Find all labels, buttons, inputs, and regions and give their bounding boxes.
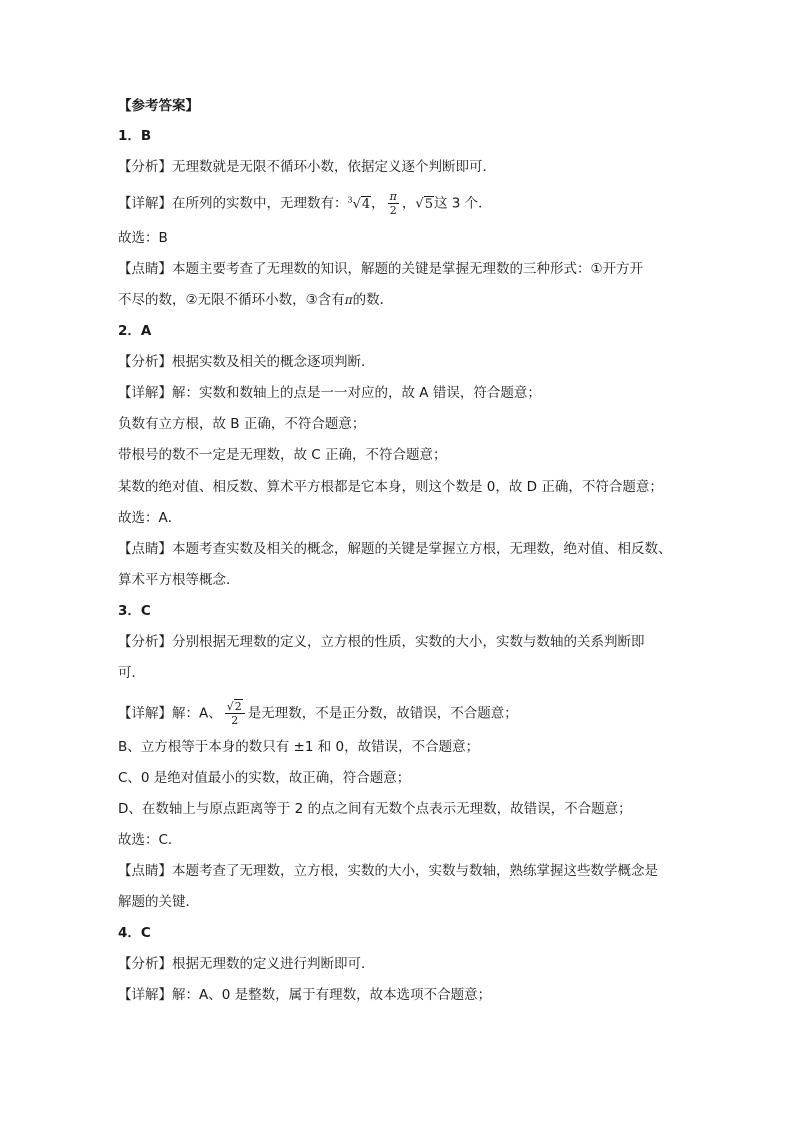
q3-detail: 【详解】解：A、 $\frac{√2}{2}$ 是无理数，不是正分数，故错误，不合题意； bbox=[118, 700, 518, 727]
q3-analysis-line2: 可． bbox=[118, 665, 145, 681]
q1-comment-line2: 不尽的数，②无限不循环小数，③含有π的数． bbox=[118, 292, 394, 308]
q1-comment-line1: 【点睛】本题主要考查了无理数的知识，解题的关键是掌握无理数的三种形式：①开方开 bbox=[118, 261, 644, 277]
sqrt-5: √5 bbox=[415, 196, 433, 212]
q1-choose: 故选：B bbox=[118, 230, 168, 246]
cube-root-4: $^3$√4 bbox=[347, 195, 371, 212]
q3-comment-line1: 【点睛】本题考查了无理数，立方根，实数的大小，实数与数轴，熟练掌握这些数学概念是 bbox=[118, 863, 658, 879]
q4-answer: 4．C bbox=[118, 925, 151, 941]
q3-choose: 故选：C． bbox=[118, 832, 182, 848]
q2-analysis: 【分析】根据实数及相关的概念逐项判断． bbox=[118, 354, 375, 370]
q3-option-c: C、0 是绝对值最小的实数，故正确，符合题意； bbox=[118, 770, 411, 786]
q1-detail-post: 这 3 个． bbox=[433, 195, 492, 212]
q3-answer: 3．C bbox=[118, 603, 151, 619]
q2-comment-line1: 【点睛】本题考查实数及相关的概念，解题的关键是掌握立方根，无理数，绝对值、相反数、 bbox=[118, 541, 672, 557]
q4-analysis: 【分析】根据无理数的定义进行判断即可． bbox=[118, 956, 375, 972]
q1-detail: 【详解】在所列的实数中，无理数有：$^3$√4， $\frac{\pi}{2}$ ，√5这 3 个． bbox=[118, 190, 492, 217]
q2-detail-line2: 负数有立方根，故 B 正确，不符合题意； bbox=[118, 416, 366, 432]
q3-analysis-line1: 【分析】分别根据无理数的定义，立方根的性质，实数的大小，实数与数轴的关系判断即 bbox=[118, 634, 645, 650]
pi-over-2-fraction: $\frac{\pi}{2}$ bbox=[389, 190, 397, 217]
sqrt2-over-2-fraction: $\frac{√2}{2}$ bbox=[225, 700, 245, 727]
q2-choose: 故选：A． bbox=[118, 510, 182, 526]
q1-answer: 1．B bbox=[118, 128, 152, 144]
q4-detail: 【详解】解：A、0 是整数，属于有理数，故本选项不合题意； bbox=[118, 987, 492, 1003]
q2-detail-line4: 某数的绝对值、相反数、算术平方根都是它本身，则这个数是 0，故 D 正确，不符合题意； bbox=[118, 479, 663, 495]
q3-option-d: D、在数轴上与原点距离等于 2 的点之间有无数个点表示无理数，故错误，不合题意； bbox=[118, 801, 632, 817]
q1-detail-pre: 【详解】在所列的实数中，无理数有： bbox=[118, 195, 348, 212]
q3-option-b: B、立方根等于本身的数只有 ±1 和 0，故错误，不合题意； bbox=[118, 739, 480, 755]
q3-comment-line2: 解题的关键． bbox=[118, 894, 199, 910]
answer-heading: 【参考答案】 bbox=[118, 98, 199, 114]
q1-analysis: 【分析】无理数就是无限不循环小数，依据定义逐个判断即可． bbox=[118, 159, 496, 175]
q2-comment-line2: 算术平方根等概念． bbox=[118, 572, 240, 588]
q2-detail-line1: 【详解】解：实数和数轴上的点是一一对应的，故 A 错误，符合题意； bbox=[118, 385, 541, 401]
q2-detail-line3: 带根号的数不一定是无理数，故 C 正确，不符合题意； bbox=[118, 447, 447, 463]
q2-answer: 2．A bbox=[118, 323, 152, 339]
